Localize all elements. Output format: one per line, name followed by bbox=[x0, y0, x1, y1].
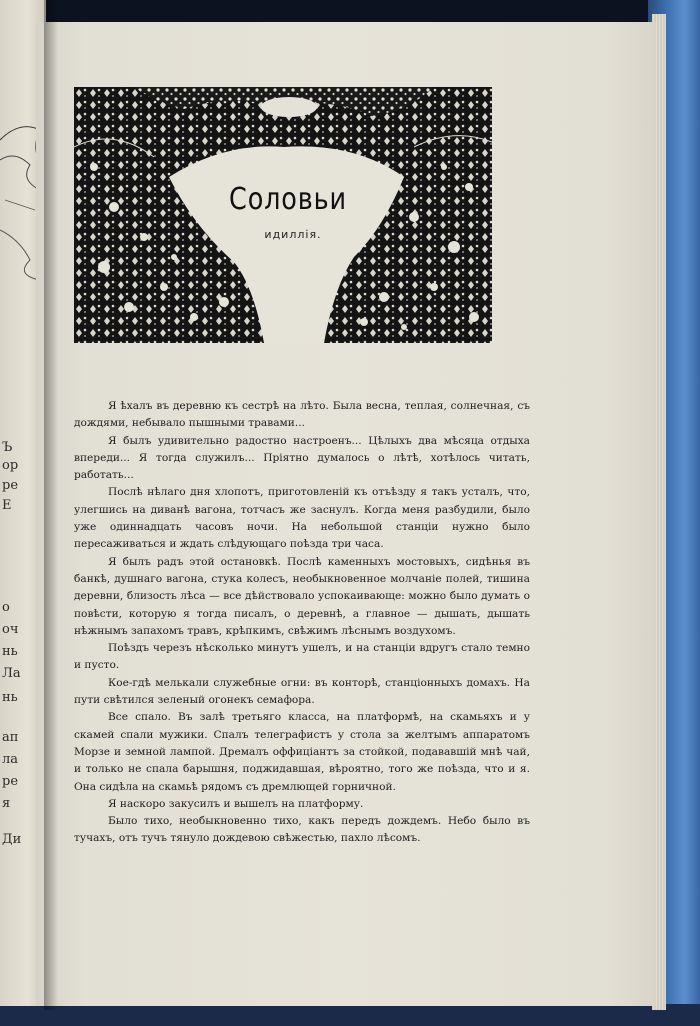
paragraph: Я былъ радъ этой остановкѣ. Послѣ каменныхъ мостовыхъ, сидѣнья въ банкѣ, душнаго вагона, стука колесъ, необыкновенное молчаніе полей, тишина деревни, близость лѣса — все дѣйствовало успокаивающе: можно было думать о повѣсти, которую я тогда писалъ, о деревнѣ, а главное — дышать, дышать нѣжнымъ запахомъ травъ, крѣпкимъ, свѣжимъ лѣснымъ воздухомъ. bbox=[74, 555, 530, 637]
left-fragment: я bbox=[2, 796, 11, 811]
left-fragment: ре bbox=[2, 774, 19, 789]
story-title: Соловьи bbox=[229, 182, 347, 217]
book-page bbox=[36, 22, 656, 1006]
left-fragment: Ла bbox=[2, 666, 21, 681]
spine-shadow bbox=[44, 0, 58, 1010]
left-fragment: нь bbox=[2, 644, 18, 659]
paragraph: Я ѣхалъ въ деревню къ сестрѣ на лѣто. Была весна, теплая, солнечная, съ дождями, небывало пышными травами... bbox=[74, 400, 530, 430]
left-fragment: ор bbox=[2, 458, 19, 473]
left-fragment: нь bbox=[2, 690, 18, 705]
paragraph: Кое-гдѣ мелькали служебные огни: въ конторѣ, станціонныхъ домахъ. На пути свѣтился зеленый огонекъ семафора. bbox=[74, 676, 530, 707]
story-subtitle: идиллія. bbox=[264, 228, 322, 241]
paragraph: Послѣ нѣлаго дня хлопотъ, приготовленій къ отъѣзду я такъ усталъ, что, улегшись на диванѣ вагона, тотчасъ же заснулъ. Когда меня разбудили, было уже одиннадцать часовъ ночи. На небольшой станціи нужно было пересаживаться и ждать слѣдующаго поѣзда три часа. bbox=[74, 486, 530, 551]
dark-background-bottom bbox=[0, 1004, 700, 1026]
paragraph: Поѣздъ черезъ нѣсколько минутъ ушелъ, и на станціи вдругъ стало темно и пусто. bbox=[74, 642, 530, 672]
left-fragment: Е bbox=[2, 498, 12, 513]
left-fragment: о bbox=[2, 600, 10, 615]
paragraph: Я былъ удивительно радостно настроенъ... Цѣлыхъ два мѣсяца отдыха впереди... Я тогда служилъ... Пріятно думалось о лѣтѣ, хотѣлось читать, работать... bbox=[74, 434, 530, 482]
left-fragment: Ъ bbox=[2, 440, 13, 455]
left-fragment: ап bbox=[2, 730, 19, 745]
left-fragment: ла bbox=[2, 752, 19, 767]
left-fragment: ре bbox=[2, 478, 19, 493]
left-fragment: оч bbox=[2, 622, 19, 637]
paragraph: Было тихо, необыкновенно тихо, какъ передъ дождемъ. Небо было въ тучахъ, отъ тучъ тянуло дождевою свѣжестью, пахло лѣсомъ. bbox=[74, 815, 530, 845]
left-fragment: Ди bbox=[2, 832, 22, 847]
story-body bbox=[74, 398, 530, 848]
paragraph: Я наскоро закусилъ и вышелъ на платформу. bbox=[108, 797, 364, 810]
paragraph: Все спало. Въ залѣ третьяго класса, на платформѣ, на скамьяхъ и у скамей спали мужики. Спалъ телеграфистъ у стола за желтымъ аппаратомъ Морзе и земной лампой. Дремалъ оффиціантъ за стойкой, подававшій мнѣ чай, и только не спала барышня, поджидавшая, вѣроятно, того же поѣзда, что и я. Она сидѣла на скамьѣ рядомъ съ дремлющей горничной. bbox=[74, 711, 530, 793]
